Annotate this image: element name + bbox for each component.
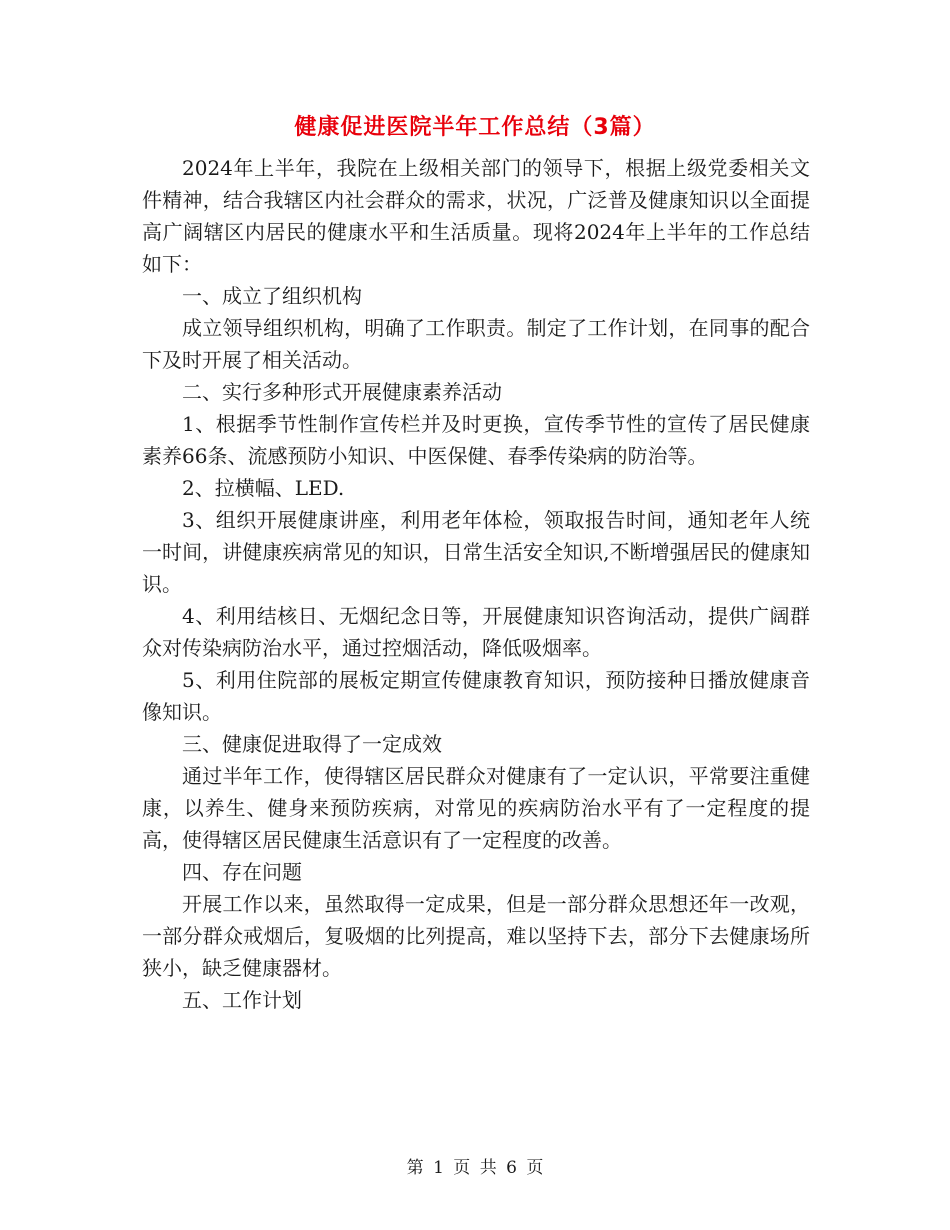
section-heading-3: 三、健康促进取得了一定成效 bbox=[182, 732, 442, 756]
list-item: 4、利用结核日、无烟纪念日等，开展健康知识咨询活动，提供广阔群众对传染病防治水平，通过控烟活动，降低吸烟率。 bbox=[142, 604, 810, 660]
document-body bbox=[142, 152, 810, 1016]
paragraph: 成立领导组织机构，明确了工作职责。制定了工作计划，在同事的配合下及时开展了相关活动。 bbox=[142, 316, 810, 372]
paragraph: 通过半年工作，使得辖区居民群众对健康有了一定认识，平常要注重健康，以养生、健身来预防疾病，对常见的疾病防治水平有了一定程度的提高，使得辖区居民健康生活意识有了一定程度的改善。 bbox=[142, 764, 810, 852]
list-item: 2、拉横幅、LED. bbox=[182, 476, 345, 500]
section-heading-1: 一、成立了组织机构 bbox=[182, 284, 362, 308]
paragraph: 开展工作以来，虽然取得一定成果，但是一部分群众思想还年一改观，一部分群众戒烟后，复吸烟的比列提高，难以坚持下去，部分下去健康场所狭小，缺乏健康器材。 bbox=[142, 892, 810, 980]
section-heading-2: 二、实行多种形式开展健康素养活动 bbox=[182, 380, 502, 404]
list-item: 3、组织开展健康讲座，利用老年体检，领取报告时间，通知老年人统一时间，讲健康疾病常见的知识，日常生活安全知识,不断增强居民的健康知识。 bbox=[142, 508, 810, 596]
section-heading-5: 五、工作计划 bbox=[182, 988, 302, 1012]
document-title: 健康促进医院半年工作总结（3篇） bbox=[294, 115, 656, 140]
intro-paragraph: 2024年上半年，我院在上级相关部门的领导下，根据上级党委相关文件精神，结合我辖区内社会群众的需求，状况，广泛普及健康知识以全面提高广阔辖区内居民的健康水平和生活质量。现将2024年上半年的工作总结如下： bbox=[142, 156, 810, 276]
section-heading-4: 四、存在问题 bbox=[182, 860, 302, 884]
page-number-footer: 第 1 页 共 6 页 bbox=[406, 1158, 544, 1178]
list-item: 1、根据季节性制作宣传栏并及时更换，宣传季节性的宣传了居民健康素养66条、流感预防小知识、中医保健、春季传染病的防治等。 bbox=[142, 412, 810, 468]
list-item: 5、利用住院部的展板定期宣传健康教育知识，预防接种日播放健康音像知识。 bbox=[142, 668, 810, 724]
